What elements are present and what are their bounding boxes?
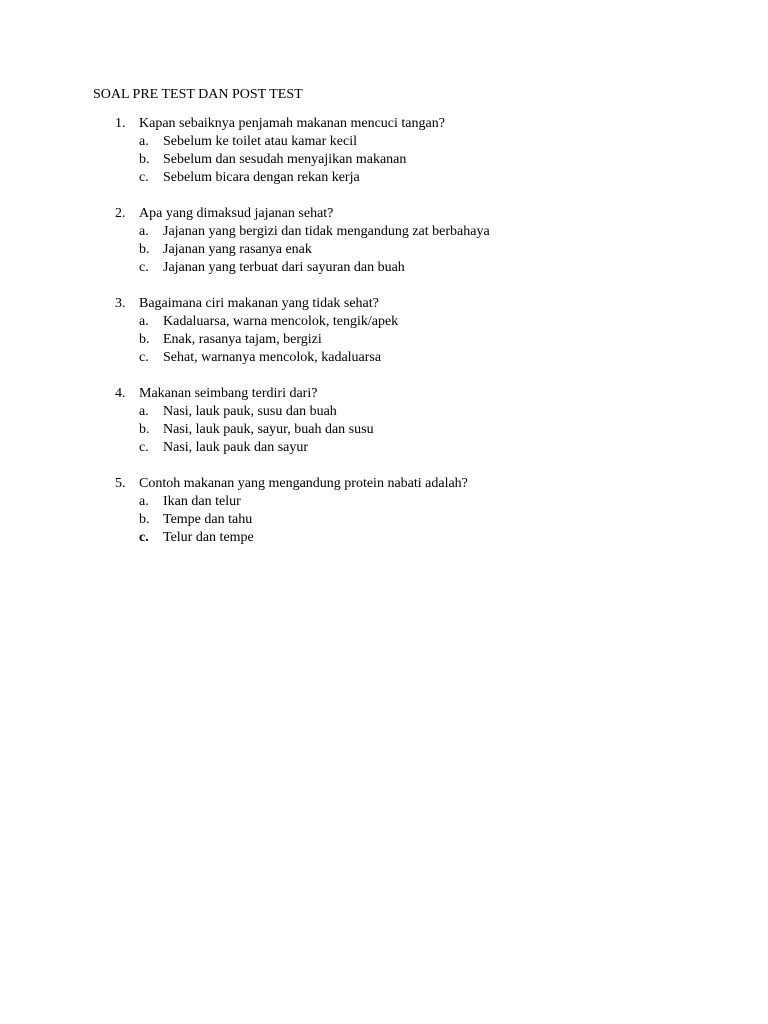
question-number: 2. — [115, 206, 126, 221]
option-text: Ikan dan telur — [163, 494, 241, 509]
question-list — [0, 115, 768, 565]
option-item — [0, 241, 768, 259]
option-text: Sehat, warnanya mencolok, kadaluarsa — [163, 350, 382, 365]
option-item — [0, 133, 768, 151]
option-text: Nasi, lauk pauk, susu dan buah — [163, 404, 337, 419]
option-text: Enak, rasanya tajam, bergizi — [163, 332, 322, 347]
option-letter: a. — [139, 314, 149, 329]
option-list — [0, 403, 768, 457]
question-line — [0, 475, 768, 493]
question-text: Contoh makanan yang mengandung protein nabati adalah? — [139, 476, 468, 491]
question-item — [0, 475, 768, 547]
question-number: 3. — [115, 296, 126, 311]
question-line — [0, 295, 768, 313]
option-text: Sebelum ke toilet atau kamar kecil — [163, 134, 357, 149]
question-number: 1. — [115, 116, 126, 131]
option-item — [0, 439, 768, 457]
question-line — [0, 205, 768, 223]
option-item — [0, 259, 768, 277]
option-letter: a. — [139, 224, 149, 239]
question-line — [0, 115, 768, 133]
option-item — [0, 331, 768, 349]
option-list — [0, 493, 768, 547]
option-item — [0, 403, 768, 421]
question-number: 4. — [115, 386, 126, 401]
question-item — [0, 205, 768, 277]
option-item — [0, 493, 768, 511]
document-title: SOAL PRE TEST DAN POST TEST — [93, 87, 303, 102]
question-text: Makanan seimbang terdiri dari? — [139, 386, 318, 401]
option-item — [0, 349, 768, 367]
option-letter: b. — [139, 152, 150, 167]
option-letter: c. — [139, 170, 149, 185]
option-item — [0, 313, 768, 331]
question-text: Apa yang dimaksud jajanan sehat? — [139, 206, 334, 221]
option-letter: b. — [139, 332, 150, 347]
question-item — [0, 385, 768, 457]
option-text: Nasi, lauk pauk dan sayur — [163, 440, 309, 455]
option-text: Jajanan yang terbuat dari sayuran dan buah — [163, 260, 405, 275]
option-text: Sebelum dan sesudah menyajikan makanan — [163, 152, 407, 167]
option-list — [0, 223, 768, 277]
option-letter: c. — [139, 440, 149, 455]
option-letter: c. — [139, 530, 149, 545]
question-number: 5. — [115, 476, 126, 491]
option-item — [0, 529, 768, 547]
option-text: Jajanan yang bergizi dan tidak mengandung zat berbahaya — [163, 224, 490, 239]
question-item — [0, 115, 768, 187]
option-letter: a. — [139, 134, 149, 149]
question-text: Kapan sebaiknya penjamah makanan mencuci tangan? — [139, 116, 445, 131]
option-letter: a. — [139, 404, 149, 419]
option-letter: b. — [139, 512, 150, 527]
option-item — [0, 223, 768, 241]
option-letter: b. — [139, 242, 150, 257]
option-text: Tempe dan tahu — [163, 512, 253, 527]
option-list — [0, 133, 768, 187]
option-item — [0, 421, 768, 439]
option-list — [0, 313, 768, 367]
option-text: Kadaluarsa, warna mencolok, tengik/apek — [163, 314, 399, 329]
option-text: Nasi, lauk pauk, sayur, buah dan susu — [163, 422, 374, 437]
option-text: Telur dan tempe — [163, 530, 254, 545]
option-letter: c. — [139, 260, 149, 275]
question-text: Bagaimana ciri makanan yang tidak sehat? — [139, 296, 379, 311]
option-text: Sebelum bicara dengan rekan kerja — [163, 170, 360, 185]
option-letter: b. — [139, 422, 150, 437]
option-letter: c. — [139, 350, 149, 365]
option-text: Jajanan yang rasanya enak — [163, 242, 312, 257]
option-letter: a. — [139, 494, 149, 509]
question-line — [0, 385, 768, 403]
option-item — [0, 169, 768, 187]
option-item — [0, 151, 768, 169]
question-item — [0, 295, 768, 367]
option-item — [0, 511, 768, 529]
